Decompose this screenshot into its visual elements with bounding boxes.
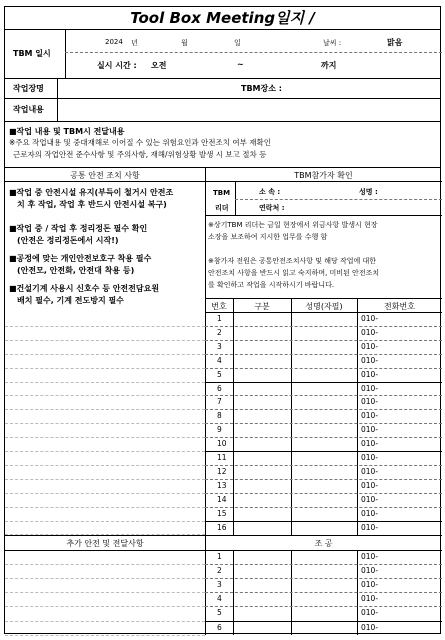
- row-divider: [205, 409, 442, 410]
- row-divider: [205, 479, 442, 480]
- month-unit: 월: [181, 39, 188, 47]
- row-divider: [205, 592, 442, 593]
- blank-line: [5, 423, 205, 424]
- row-number: 6: [217, 622, 222, 632]
- row-divider: [205, 621, 442, 622]
- weather-label: 날씨 :: [323, 39, 342, 47]
- blank-line: [5, 326, 205, 327]
- row-number: 16: [217, 522, 227, 532]
- year-value: 2024: [105, 38, 123, 46]
- row-divider: [205, 493, 442, 494]
- row-number: 9: [217, 425, 222, 435]
- divider: [5, 167, 440, 168]
- phone-prefix: 010-: [361, 425, 379, 435]
- row-number: 4: [217, 355, 222, 365]
- phone-prefix: 010-: [361, 508, 379, 518]
- safety-header: 공통 안전 조치 사항: [70, 171, 140, 180]
- divider: [5, 550, 442, 551]
- row-number: 2: [217, 566, 222, 576]
- name-label: 성명 :: [359, 188, 378, 196]
- divider: [235, 199, 442, 200]
- phone-prefix: 010-: [361, 552, 379, 561]
- safety-item-2-line2: (안전은 정리정돈에서 시작!): [17, 236, 119, 245]
- note-2-line1: ※참가자 전원은 공통안전조치사항 및 해당 작업에 대한: [208, 257, 376, 265]
- phone-prefix: 010-: [361, 494, 379, 504]
- blank-line: [5, 479, 205, 480]
- divider: [357, 298, 358, 535]
- phone-prefix: 010-: [361, 594, 379, 604]
- note-2-line3: 를 확인하고 작업을 시작하시기 바랍니다.: [208, 281, 335, 289]
- note-1-line1: ※상기TBM 리더는 금일 현장에서 위금사항 발생시 현장: [208, 221, 378, 229]
- phone-prefix: 010-: [361, 439, 379, 449]
- phone-prefix: 010-: [361, 622, 379, 632]
- divider: [205, 535, 442, 536]
- row-divider: [205, 368, 442, 369]
- divider: [5, 29, 440, 30]
- phone-prefix: 010-: [361, 327, 379, 337]
- tilde: ~: [237, 60, 244, 69]
- row-divider: [205, 465, 442, 466]
- safety-item-3-line1: ■공정에 맞는 개인안전보호구 착용 필수: [9, 254, 152, 263]
- contact-label: 연락처 :: [259, 204, 285, 212]
- phone-prefix: 010-: [361, 411, 379, 421]
- row-divider: [205, 564, 442, 565]
- tbm-form: [4, 6, 441, 634]
- divider: [5, 535, 205, 536]
- note-1-line2: 소장을 보조하여 지시한 업무를 수행 함: [208, 233, 328, 241]
- row-number: 3: [217, 341, 222, 351]
- safety-item-1-line1: ■작업 중 안전시설 유지(부득이 철거시 안전조: [9, 188, 174, 197]
- notice-line1: ※주요 작업내용 및 중대재해로 이어질 수 있는 위험요인과 안전조치 여부 재확인: [9, 138, 271, 147]
- weather-value: 맑음: [387, 38, 403, 47]
- safety-item-4-line2: 배치 필수, 기계 전도방지 필수: [17, 296, 124, 305]
- row-number: 10: [217, 439, 227, 449]
- row-divider: [205, 507, 442, 508]
- phone-prefix: 010-: [361, 369, 379, 379]
- blank-line: [5, 507, 205, 508]
- safety-item-4-line1: ■건설기계 사용시 신호수 등 안전전담요원: [9, 284, 160, 293]
- phone-prefix: 010-: [361, 355, 379, 365]
- blank-line: [5, 521, 205, 522]
- day-unit: 일: [234, 39, 241, 47]
- blank-line: [5, 340, 205, 341]
- divider: [65, 52, 442, 53]
- phone-prefix: 010-: [361, 480, 379, 490]
- row-number: 12: [217, 466, 227, 476]
- blank-line: [5, 382, 205, 383]
- phone-prefix: 010-: [361, 522, 379, 532]
- blank-line: [5, 465, 205, 466]
- row-number: 3: [217, 580, 222, 590]
- row-divider: [205, 451, 442, 452]
- row-number: 1: [217, 314, 222, 323]
- row-number: 13: [217, 480, 227, 490]
- row-number: 5: [217, 608, 222, 618]
- row-divider: [205, 395, 442, 396]
- col-div: 구분: [254, 302, 270, 311]
- safety-item-3-line2: (안전모, 안전화, 안전대 착용 등): [17, 266, 135, 275]
- row-divider: [205, 578, 442, 579]
- divider: [5, 98, 440, 99]
- phone-prefix: 010-: [361, 397, 379, 407]
- exec-time-label: 실시 시간 :: [97, 61, 137, 70]
- col-phone: 전화번호: [384, 302, 415, 311]
- row-divider: [205, 382, 442, 383]
- col-no: 번호: [211, 302, 227, 311]
- divider: [291, 298, 292, 535]
- blank-line: [5, 592, 205, 593]
- blank-line: [5, 409, 205, 410]
- note-2: [208, 255, 379, 291]
- note-1: [208, 219, 378, 243]
- row-divider: [205, 521, 442, 522]
- row-divider: [205, 340, 442, 341]
- blank-line: [5, 451, 205, 452]
- phone-prefix: 010-: [361, 341, 379, 351]
- phone-prefix: 010-: [361, 566, 379, 576]
- row-divider: [205, 354, 442, 355]
- phone-prefix: 010-: [361, 580, 379, 590]
- phone-prefix: 010-: [361, 383, 379, 393]
- divider: [5, 121, 440, 122]
- tbm-ilsi-label: TBM 일시: [13, 49, 51, 58]
- divider: [57, 78, 58, 121]
- blank-line: [5, 564, 205, 565]
- row-number: 11: [217, 453, 227, 462]
- row-number: 1: [217, 552, 222, 561]
- safety-item-1-line2: 치 후 작업, 작업 후 반드시 안전시설 복구): [17, 200, 167, 209]
- safety-item-2-line1: ■작업 중 / 작업 후 정리정돈 필수 확인: [9, 224, 148, 233]
- blank-line: [5, 493, 205, 494]
- row-divider: [205, 606, 442, 607]
- affil-label: 소 속 :: [259, 188, 281, 196]
- form-title: Tool Box Meeting일지 /: [130, 9, 315, 27]
- participants-header: TBM참가자 확인: [294, 171, 353, 180]
- blank-line: [5, 635, 205, 636]
- phone-prefix: 010-: [361, 314, 379, 323]
- row-divider: [205, 437, 442, 438]
- row-number: 15: [217, 508, 227, 518]
- row-number: 4: [217, 594, 222, 604]
- divider: [233, 298, 234, 535]
- blank-line: [5, 354, 205, 355]
- tbm-place-label: TBM장소 :: [241, 84, 282, 93]
- blank-line: [5, 606, 205, 607]
- blank-line: [5, 395, 205, 396]
- col-name: 성명(자필): [305, 302, 343, 311]
- divider: [205, 312, 442, 313]
- divider: [65, 29, 66, 78]
- safety-item-4: [9, 283, 159, 307]
- divider: [5, 181, 442, 182]
- extra-header: 추가 안전 및 전달사항: [66, 539, 144, 548]
- phone-prefix: 010-: [361, 608, 379, 618]
- divider: [5, 78, 440, 79]
- row-number: 2: [217, 327, 222, 337]
- divider: [235, 181, 236, 215]
- work-place-label: 작업장명: [13, 84, 44, 93]
- note-2-line2: 안전조치 사항을 반드시 읽고 숙지하며, 미비된 안전조치: [208, 269, 380, 277]
- leader-label-a: TBM: [213, 189, 231, 197]
- blank-line: [5, 368, 205, 369]
- phone-prefix: 010-: [361, 453, 379, 462]
- year-unit: 년: [131, 39, 138, 47]
- row-number: 8: [217, 411, 222, 421]
- blank-line: [5, 621, 205, 622]
- safety-item-2: [9, 223, 147, 247]
- until-label: 까지: [321, 61, 337, 70]
- safety-item-1: [9, 187, 173, 211]
- leader-label-b: 리더: [215, 204, 229, 212]
- am-pm-value: 오전: [151, 61, 167, 70]
- row-divider: [205, 423, 442, 424]
- divider: [205, 298, 442, 299]
- row-divider: [205, 326, 442, 327]
- notice-line2: 근로자의 작업안전 준수사항 및 주의사항, 재해/위험상황 발생 시 보고 절차 등: [13, 150, 267, 159]
- row-number: 5: [217, 369, 222, 379]
- row-number: 7: [217, 397, 222, 407]
- group-header: 조 공: [314, 539, 333, 548]
- safety-item-3: [9, 253, 151, 277]
- phone-prefix: 010-: [361, 466, 379, 476]
- row-number: 6: [217, 383, 222, 393]
- row-number: 14: [217, 494, 227, 504]
- work-content-label: 작업내용: [13, 105, 44, 114]
- blank-line: [5, 578, 205, 579]
- blank-line: [5, 437, 205, 438]
- notice-heading: ■작업 내용 및 TBM시 전달내용: [9, 127, 125, 136]
- divider: [205, 215, 442, 216]
